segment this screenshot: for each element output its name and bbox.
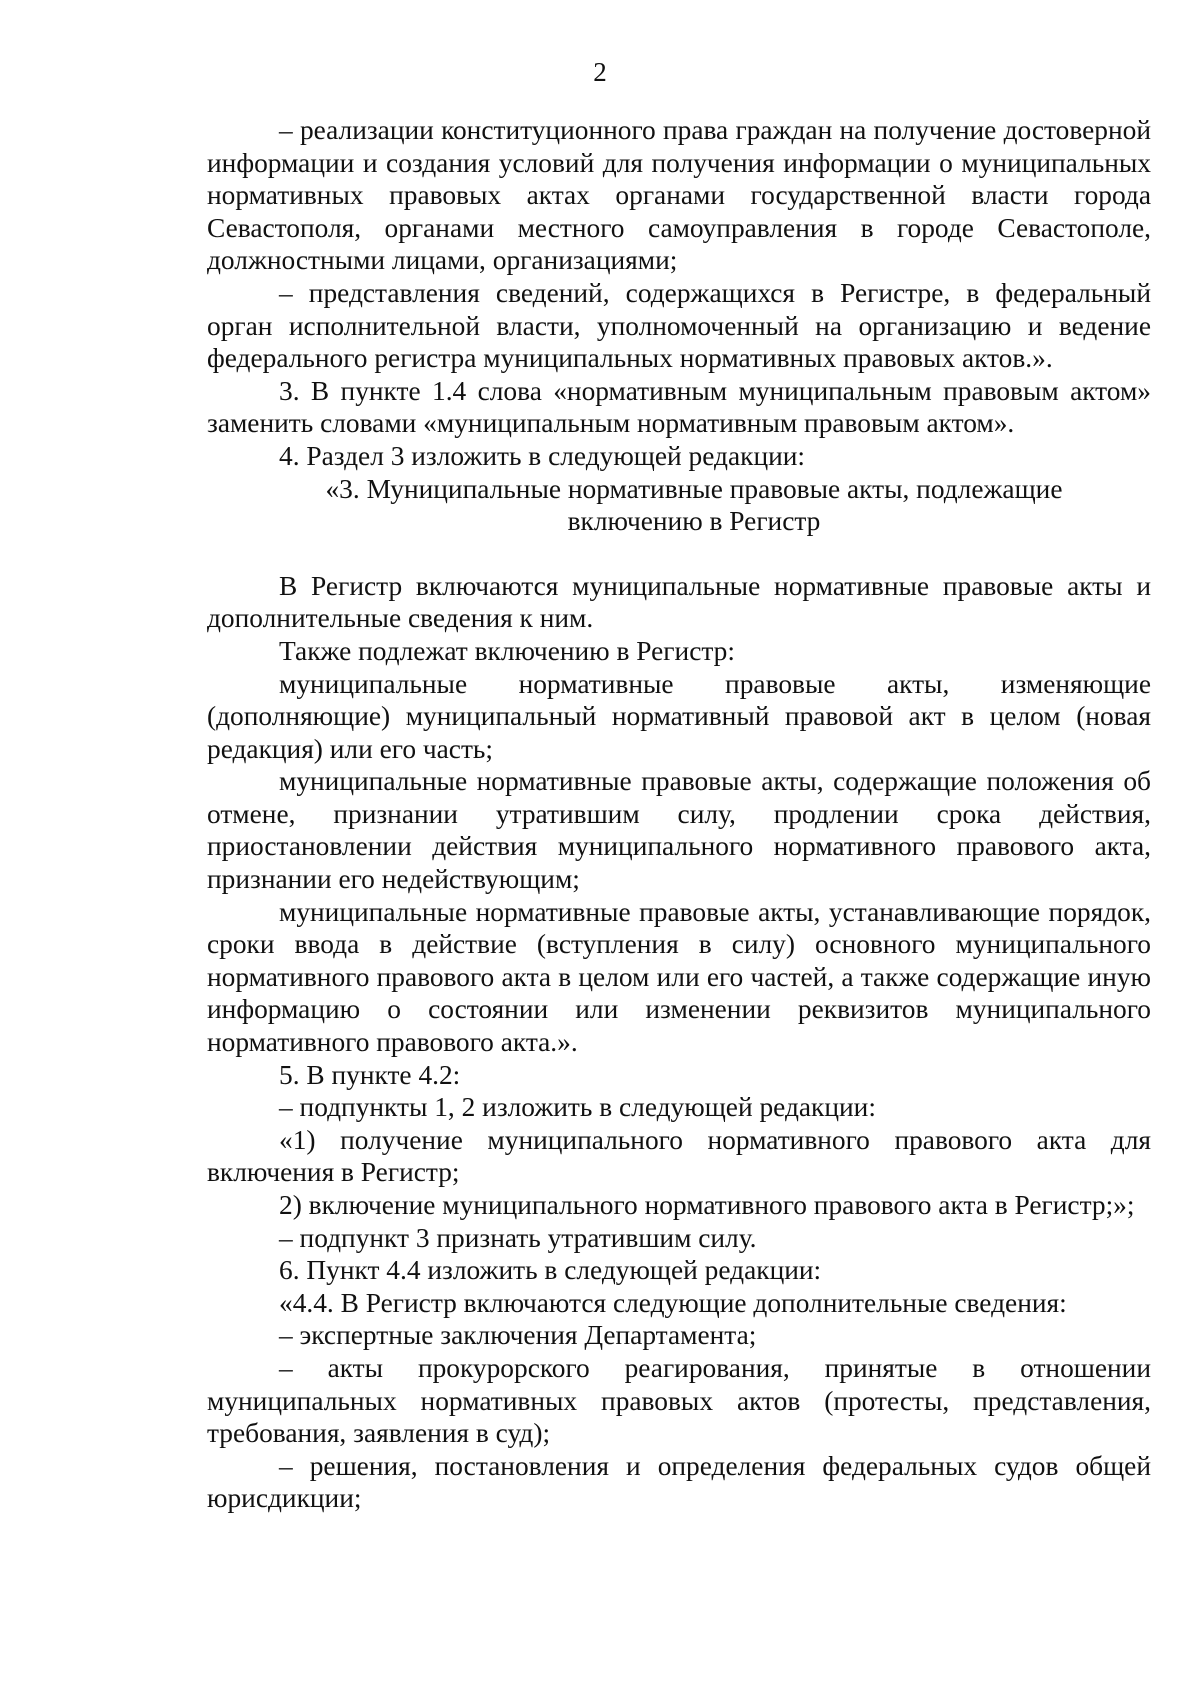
paragraph-item-4: 4. Раздел 3 изложить в следующей редакции:: [279, 440, 806, 471]
paragraph-item-4-4: «4.4. В Регистр включаются следующие дополнительные сведения:: [279, 1287, 1067, 1318]
paragraph-court-decisions: – решения, постановления и определения федеральных судов общей юрисдикции;: [207, 1450, 1151, 1514]
document-body: [207, 114, 1151, 1515]
paragraph-procedure-acts: муниципальные нормативные правовые акты, устанавливающие порядок, сроки ввода в действие (вступления в силу) основного муниципального нормативного правового акта в целом или его частей, а также содержащие иную информацию о состоянии или изменении реквизитов муниципального нормативного правового акта.».: [207, 896, 1151, 1058]
paragraph-subitem-1: «1) получение муниципального нормативного правового акта для включения в Регистр;: [207, 1124, 1151, 1188]
paragraph-clause-federal-submission: – представления сведений, содержащихся в Регистре, в федеральный орган исполнительной власти, уполномоченный на организацию и ведение федерального регистра муниципальных нормативных правовых актов.».: [207, 277, 1151, 374]
paragraph-item-6: 6. Пункт 4.4 изложить в следующей редакции:: [279, 1255, 822, 1286]
paragraph-repealing-acts: муниципальные нормативные правовые акты, содержащие положения об отмене, признании утратившим силу, продлении срока действия, приостановлении действия муниципального нормативного правового акта, признании его недействующим;: [207, 766, 1151, 895]
page-number: 2: [593, 57, 607, 87]
paragraph-register-includes: В Регистр включаются муниципальные нормативные правовые акты и дополнительные сведения к ним.: [207, 570, 1151, 634]
paragraph-item-5: 5. В пункте 4.2:: [279, 1059, 461, 1090]
paragraph-item-3: 3. В пункте 1.4 слова «нормативным муниципальным правовым актом» заменить словами «муниципальным нормативным правовым актом».: [207, 375, 1151, 439]
paragraph-prosecutor-acts: – акты прокурорского реагирования, принятые в отношении муниципальных нормативных правовых актов (протесты, представления, требования, заявления в суд);: [207, 1352, 1151, 1449]
paragraph-clause-implementation-rights: – реализации конституционного права граждан на получение достоверной информации и создания условий для получения информации о муниципальных нормативных правовых актах органами государственной власти города Севастополя, органами местного самоуправления в городе Севастополе, должностными лицами, организациями;: [207, 115, 1151, 276]
paragraph-also-subject: Также подлежат включению в Регистр:: [279, 635, 735, 666]
paragraph-expert-conclusions: – экспертные заключения Департамента;: [279, 1320, 757, 1351]
section-heading-line-1: «3. Муниципальные нормативные правовые акты, подлежащие: [325, 473, 1063, 504]
paragraph-subitem-2: 2) включение муниципального нормативного правового акта в Регистр;»;: [279, 1190, 1135, 1220]
paragraph-amending-acts: муниципальные нормативные правовые акты, изменяющие (дополняющие) муниципальный нормативный правовой акт в целом (новая редакция) или его часть;: [207, 668, 1151, 764]
heading-spacer: [207, 538, 1151, 570]
paragraph-subitem-3-repeal: – подпункт 3 признать утратившим силу.: [279, 1222, 757, 1253]
paragraph-subitems-1-2: – подпункты 1, 2 изложить в следующей редакции:: [279, 1092, 876, 1123]
section-heading-line-2: включению в Регистр: [567, 506, 821, 537]
